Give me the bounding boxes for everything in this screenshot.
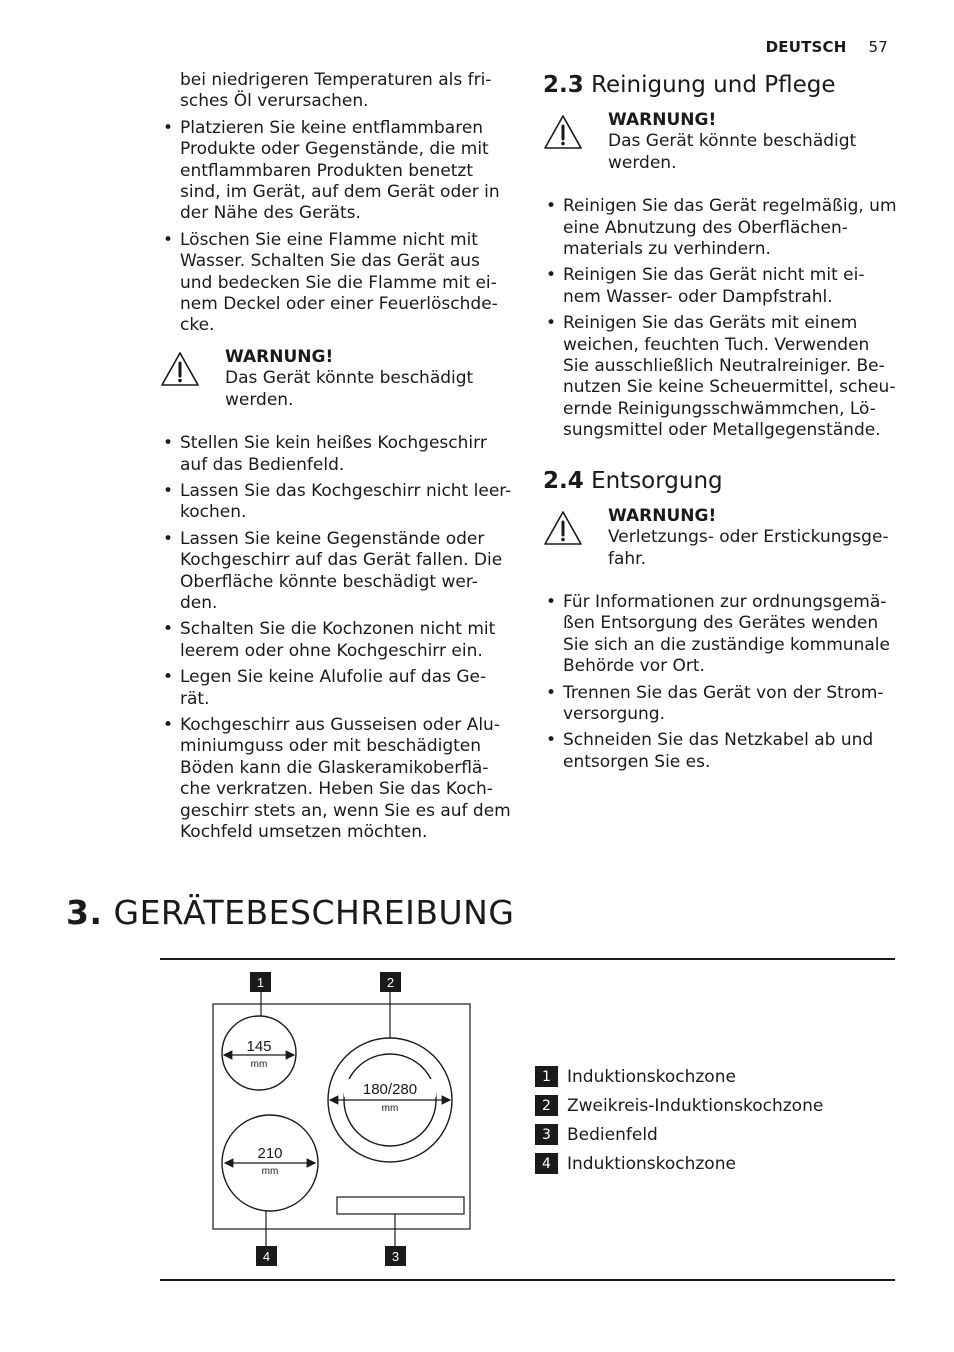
page-number: 57	[868, 38, 888, 56]
list-item: • Legen Sie keine Alufolie auf das Ge- rät.	[160, 667, 515, 710]
zone-2-size: 180/280	[362, 1081, 418, 1098]
bottom-rule	[160, 1279, 895, 1281]
legend-label: Bedienfeld	[567, 1124, 658, 1145]
zone-1-size: 145	[246, 1038, 272, 1055]
figure-legend	[535, 1062, 823, 1178]
zone-2-unit: mm	[381, 1103, 399, 1114]
legend-item	[535, 1062, 823, 1091]
hob-diagram	[160, 965, 490, 1275]
legend-number: 1	[535, 1066, 558, 1087]
callout-4-label: 4	[262, 1249, 271, 1264]
control-panel	[337, 1197, 464, 1214]
legend-item	[535, 1149, 823, 1178]
warning-box	[160, 347, 515, 411]
warning-title: WARNUNG!	[608, 110, 717, 130]
warning-icon	[543, 510, 583, 546]
list-item: • Lassen Sie das Kochgeschirr nicht leer- kochen.	[160, 481, 515, 524]
section-number: 2.3	[543, 72, 584, 98]
legend-label: Induktionskochzone	[567, 1153, 736, 1174]
list-item: • Stellen Sie kein heißes Kochgeschirr auf das Bedienfeld.	[160, 433, 515, 476]
bullet-list-2	[160, 433, 515, 843]
callout-3-label: 3	[391, 1249, 400, 1264]
bullet-list-1	[160, 118, 515, 337]
warning-text: Das Gerät könnte beschädigt werden.	[608, 131, 857, 173]
section-number: 2.4	[543, 467, 584, 494]
list-item: • Löschen Sie eine Flamme nicht mit Wasser. Schalten Sie das Gerät aus und bedecken Sie die Flamme mit ei- nem Deckel oder einer Feuerlöschde- cke.	[160, 230, 515, 337]
legend-number: 4	[535, 1153, 558, 1174]
zone-4-unit: mm	[261, 1166, 279, 1177]
legend-item	[535, 1120, 823, 1149]
legend-number: 3	[535, 1124, 558, 1145]
warning-icon	[160, 351, 200, 387]
warning-title: WARNUNG!	[608, 505, 717, 526]
legend-number: 2	[535, 1095, 558, 1116]
section-title: Reinigung und Pflege	[591, 72, 836, 98]
bullet-list-2-3	[543, 196, 898, 441]
list-item: • Reinigen Sie das Gerät nicht mit ei- nem Wasser- oder Dampfstrahl.	[543, 265, 898, 308]
list-item: • Reinigen Sie das Geräts mit einem weichen, feuchten Tuch. Verwenden Sie ausschließlich Neutralreiniger. Be- nutzen Sie keine Scheuermittel, scheu- ernde Reinigungsschwämmchen, Lö- sungsmittel oder Metallgegenstände.	[543, 313, 898, 441]
list-item: • Schalten Sie die Kochzonen nicht mit leerem oder ohne Kochgeschirr ein.	[160, 619, 515, 662]
section-heading-2-4	[543, 466, 898, 496]
callout-1-label: 1	[256, 975, 265, 990]
warning-text: Das Gerät könnte beschädigt werden.	[225, 368, 474, 410]
top-rule	[160, 958, 895, 960]
left-column	[160, 70, 515, 848]
right-column	[543, 70, 898, 778]
warning-box	[543, 110, 898, 174]
warning-icon	[543, 114, 583, 150]
continued-text: bei niedrigeren Temperaturen als fri- sches Öl verursachen.	[180, 70, 492, 112]
list-item: • Reinigen Sie das Gerät regelmäßig, um eine Abnutzung des Oberflächen- materials zu verhindern.	[543, 196, 898, 260]
list-item: • Trennen Sie das Gerät von der Strom- versorgung.	[543, 683, 898, 726]
section-heading-2-3	[543, 70, 898, 100]
warning-box	[543, 506, 898, 570]
bullet-list-2-4	[543, 592, 898, 773]
chapter-title: GERÄTEBESCHREIBUNG	[113, 893, 515, 932]
list-item: • Kochgeschirr aus Gusseisen oder Alu- miniumguss oder mit beschädigten Böden kann die Glaskeramikoberflä- che verkratzen. Heben Sie das Koch- geschirr stets an, wenn Sie es auf dem Kochfeld umsetzen möchten.	[160, 715, 515, 843]
legend-label: Induktionskochzone	[567, 1066, 736, 1087]
legend-item	[535, 1091, 823, 1120]
chapter-heading	[66, 893, 514, 932]
zone-1-unit: mm	[250, 1059, 268, 1070]
chapter-number: 3.	[66, 893, 103, 932]
header-section: DEUTSCH	[765, 38, 847, 56]
callout-2-label: 2	[386, 975, 395, 990]
zone-4-size: 210	[257, 1145, 283, 1162]
list-item: • Lassen Sie keine Gegenstände oder Kochgeschirr auf das Gerät fallen. Die Oberfläche könnte beschädigt wer- den.	[160, 529, 515, 615]
page-header	[766, 38, 888, 56]
legend-label: Zweikreis-Induktionskochzone	[567, 1095, 824, 1116]
section-title: Entsorgung	[591, 467, 723, 494]
warning-text: Verletzungs- oder Erstickungsge- fahr.	[608, 527, 889, 569]
list-item: • Platzieren Sie keine entflammbaren Produkte oder Gegenstände, die mit entflammbaren Produkten benetzt sind, im Gerät, auf dem Gerät oder in der Nähe des Geräts.	[160, 118, 515, 225]
list-item: • Schneiden Sie das Netzkabel ab und entsorgen Sie es.	[543, 730, 898, 773]
list-item: • Für Informationen zur ordnungsgemä- ßen Entsorgung des Gerätes wenden Sie sich an die zuständige kommunale Behörde vor Ort.	[543, 592, 898, 678]
hob-diagram-svg	[160, 965, 490, 1275]
warning-title: WARNUNG!	[225, 346, 334, 367]
